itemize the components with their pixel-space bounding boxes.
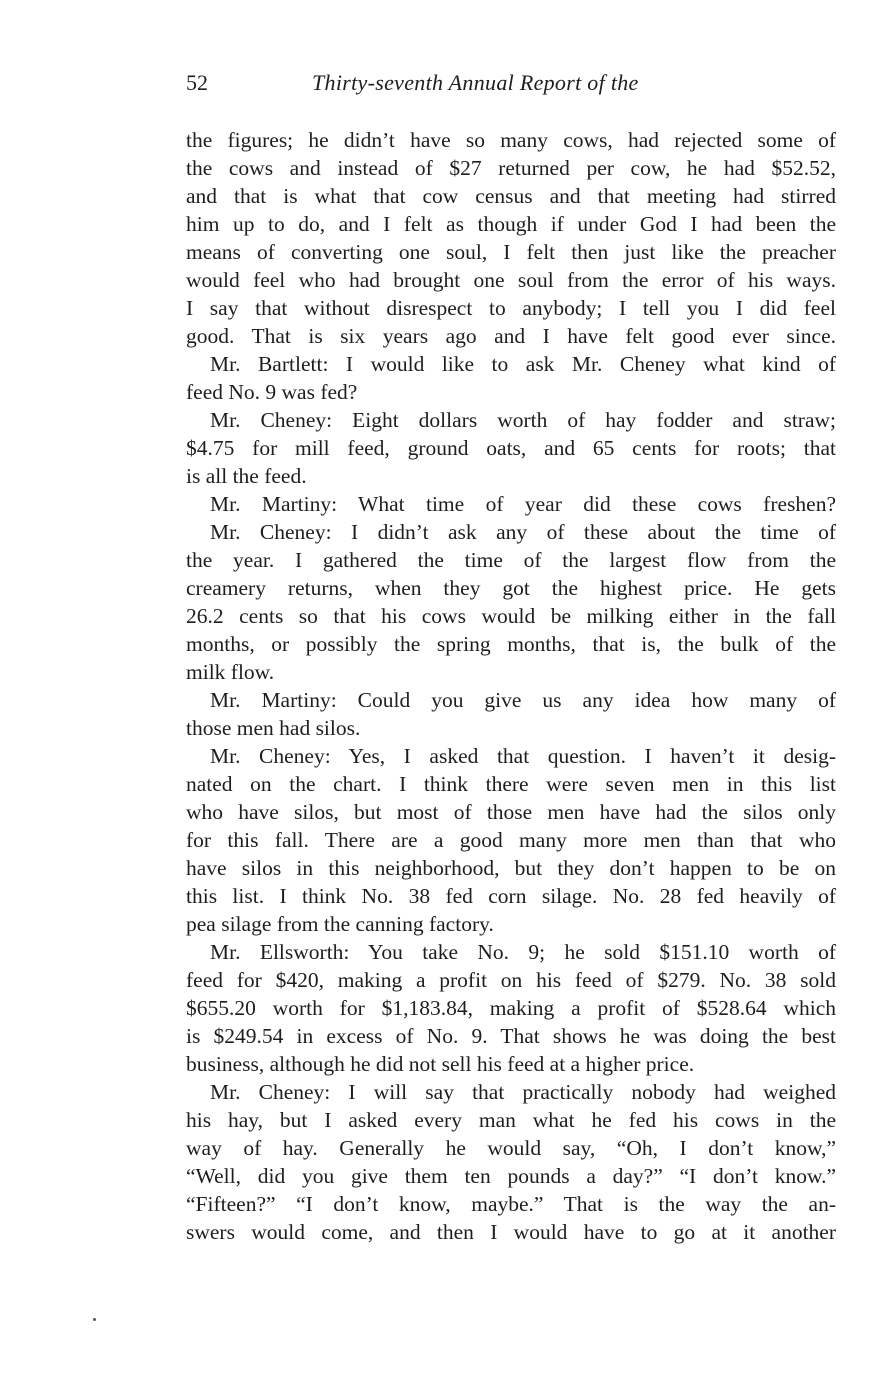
body-text xyxy=(186,126,836,1246)
text-line: nated on the chart. I think there were seven men in this list xyxy=(186,772,836,796)
paragraph xyxy=(186,686,836,742)
text-line: who have silos, but most of those men have had the silos only xyxy=(186,800,836,824)
text-line: the figures; he didn’t have so many cows, had rejected some of xyxy=(186,128,836,152)
text-line: and that is what that cow census and that meeting had stirred xyxy=(186,184,836,208)
text-line: is $249.54 in excess of No. 9. That shows he was doing the best xyxy=(186,1024,836,1048)
text-line: Mr. Bartlett: I would like to ask Mr. Cheney what kind of xyxy=(210,352,836,376)
text-line: the cows and instead of $27 returned per cow, he had $52.52, xyxy=(186,156,836,180)
text-line: have silos in this neighborhood, but they don’t happen to be on xyxy=(186,856,836,880)
text-line: means of converting one soul, I felt then just like the preacher xyxy=(186,240,836,264)
text-line: months, or possibly the spring months, that is, the bulk of the xyxy=(186,632,836,656)
paragraph xyxy=(186,938,836,1078)
text-line: 26.2 cents so that his cows would be milking either in the fall xyxy=(186,604,836,628)
text-line: swers would come, and then I would have to go at it another xyxy=(186,1220,836,1244)
running-header xyxy=(186,70,836,100)
text-line: feed for $420, making a profit on his feed of $279. No. 38 sold xyxy=(186,968,836,992)
text-line: him up to do, and I felt as though if under God I had been the xyxy=(186,212,836,236)
text-line: Mr. Martiny: What time of year did these cows freshen? xyxy=(210,492,836,516)
text-line: “Well, did you give them ten pounds a day?” “I don’t know.” xyxy=(186,1164,836,1188)
running-title: Thirty-seventh Annual Report of the xyxy=(312,70,639,95)
page-number: 52 xyxy=(186,70,208,95)
paragraph xyxy=(186,490,836,518)
paragraph xyxy=(186,1078,836,1246)
text-line: feed No. 9 was fed? xyxy=(186,380,358,404)
paragraph xyxy=(186,126,836,350)
text-line: for this fall. There are a good many more men than that who xyxy=(186,828,836,852)
paragraph xyxy=(186,742,836,938)
text-line: Mr. Ellsworth: You take No. 9; he sold $151.10 worth of xyxy=(210,940,836,964)
paragraph xyxy=(186,406,836,490)
text-line: way of hay. Generally he would say, “Oh, I don’t know,” xyxy=(186,1136,836,1160)
text-line: Mr. Cheney: Eight dollars worth of hay fodder and straw; xyxy=(210,408,836,432)
text-line: creamery returns, when they got the highest price. He gets xyxy=(186,576,836,600)
paragraph xyxy=(186,518,836,686)
text-line: Mr. Martiny: Could you give us any idea how many of xyxy=(210,688,836,712)
text-line: Mr. Cheney: I didn’t ask any of these about the time of xyxy=(210,520,836,544)
text-line: milk flow. xyxy=(186,660,275,684)
text-line: is all the feed. xyxy=(186,464,307,488)
text-line: I say that without disrespect to anybody; I tell you I did feel xyxy=(186,296,836,320)
ink-speck xyxy=(93,1318,96,1321)
text-line: this list. I think No. 38 fed corn silage. No. 28 fed heavily of xyxy=(186,884,836,908)
text-line: “Fifteen?” “I don’t know, maybe.” That is the way the an- xyxy=(186,1192,836,1216)
text-line: $655.20 worth for $1,183.84, making a profit of $528.64 which xyxy=(186,996,836,1020)
text-line: those men had silos. xyxy=(186,716,361,740)
text-line: pea silage from the canning factory. xyxy=(186,912,494,936)
paragraph xyxy=(186,350,836,406)
text-line: business, although he did not sell his feed at a higher price. xyxy=(186,1052,695,1076)
text-line: $4.75 for mill feed, ground oats, and 65 cents for roots; that xyxy=(186,436,836,460)
text-line: good. That is six years ago and I have felt good ever since. xyxy=(186,324,836,348)
text-line: Mr. Cheney: I will say that practically nobody had weighed xyxy=(210,1080,836,1104)
text-line: the year. I gathered the time of the largest flow from the xyxy=(186,548,836,572)
text-line: would feel who had brought one soul from the error of his ways. xyxy=(186,268,836,292)
text-line: Mr. Cheney: Yes, I asked that question. I haven’t it desig- xyxy=(210,744,836,768)
text-line: his hay, but I asked every man what he fed his cows in the xyxy=(186,1108,836,1132)
